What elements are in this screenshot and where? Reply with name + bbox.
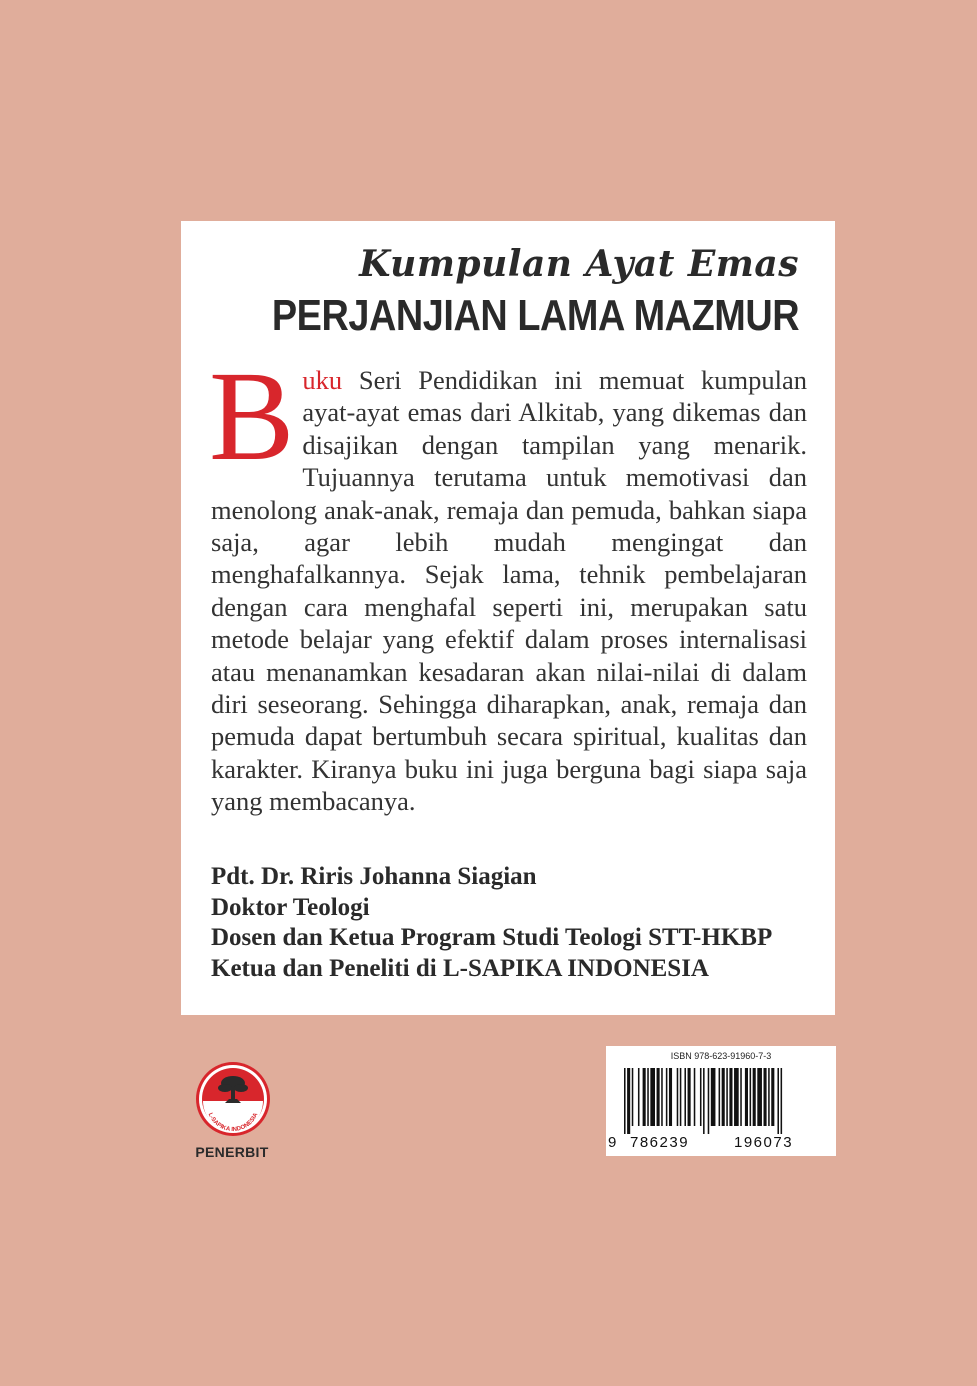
barcode-bar: [777, 1068, 779, 1134]
barcode-bar: [694, 1068, 696, 1126]
barcode-bar: [764, 1068, 767, 1126]
barcode-bar: [757, 1068, 762, 1126]
barcode-bar: [781, 1068, 783, 1134]
book-title: PERJANJIAN LAMA MAZMUR: [271, 291, 799, 340]
blurb-text: [209, 345, 807, 818]
barcode-bar: [647, 1068, 649, 1126]
barcode-bar: [708, 1068, 710, 1134]
barcode-bar: [684, 1068, 686, 1126]
isbn-text: ISBN 978-623-91960-7-3: [670, 1051, 772, 1061]
barcode-bar: [657, 1068, 660, 1126]
blurb-lead-word: uku: [302, 365, 343, 395]
barcode-bar: [643, 1068, 646, 1126]
barcode-bar: [753, 1068, 756, 1126]
blurb-body: Seri Pendidikan ini memuat kumpulan ayat-ayat emas dari Alkitab, yang dikemas dan disajikan dengan tampilan yang menarik. Tujuannya terutama untuk memotivasi dan menolong anak-anak, remaja dan pemuda, bahkan siapa saja, agar lebih mudah mengingat dan menghafalkannya. Sejak lama, tehnik pembelajaran dengan cara menghafal seperti ini, merupakan satu metode belajar yang efektif dalam proses internalisasi atau menanamkan kesadaran akan nilai-nilai di dalam diri seseorang. Sehingga diharapkan, anak, remaja dan pemuda dapat bertumbuh secara spiritual, kualitas dan karakter. Kiranya buku ini juga berguna bagi siapa saja yang membacanya.: [211, 365, 807, 817]
barcode-bar: [700, 1068, 702, 1126]
barcode-bar: [768, 1068, 770, 1126]
isbn-digits-left: 786239: [630, 1134, 690, 1151]
barcode-bar: [703, 1068, 705, 1134]
publisher-logo: [195, 1061, 271, 1137]
barcode-bar: [734, 1068, 739, 1126]
barcode-bar: [726, 1068, 728, 1126]
barcode-bar: [638, 1068, 640, 1126]
barcode-bar: [627, 1068, 630, 1134]
barcode-bar: [729, 1068, 732, 1126]
barcode-bar: [740, 1068, 742, 1126]
barcode-bar: [722, 1068, 725, 1126]
barcode-bar: [771, 1068, 774, 1126]
barcode-bar: [745, 1068, 748, 1126]
barcode-bar: [624, 1068, 626, 1134]
barcode-bar: [661, 1068, 663, 1126]
series-title: Kumpulan Ayat Emas: [359, 243, 799, 285]
barcode-bar: [711, 1068, 716, 1126]
author-name: Pdt. Dr. Riris Johanna Siagian: [211, 863, 537, 890]
author-position: Dosen dan Ketua Program Studi Teologi STT-HKBP: [211, 924, 773, 951]
author-affiliation: Ketua dan Peneliti di L-SAPIKA INDONESIA: [211, 954, 709, 982]
author-block: [211, 862, 821, 984]
barcode-bar: [719, 1068, 721, 1126]
barcode-bar: [666, 1068, 668, 1126]
isbn-barcode: [606, 1046, 836, 1156]
drop-cap: B: [209, 345, 295, 487]
author-degree: Doktor Teologi: [211, 893, 370, 921]
isbn-digit-lead: 9: [608, 1134, 618, 1151]
barcode-bars: [616, 1068, 826, 1138]
description-panel: [181, 221, 835, 1015]
barcode-bar: [632, 1068, 634, 1126]
barcode-bar: [669, 1068, 672, 1126]
barcode-bar: [677, 1068, 679, 1126]
barcode-bar: [680, 1068, 682, 1126]
barcode-bar: [750, 1068, 752, 1126]
barcode-bar: [650, 1068, 655, 1126]
publisher-label: PENERBIT: [195, 1144, 269, 1160]
publisher-logo-text: L-SAPIKA INDONESIA: [206, 1112, 260, 1134]
barcode-bar: [688, 1068, 691, 1126]
isbn-digits-right: 196073: [734, 1134, 794, 1151]
